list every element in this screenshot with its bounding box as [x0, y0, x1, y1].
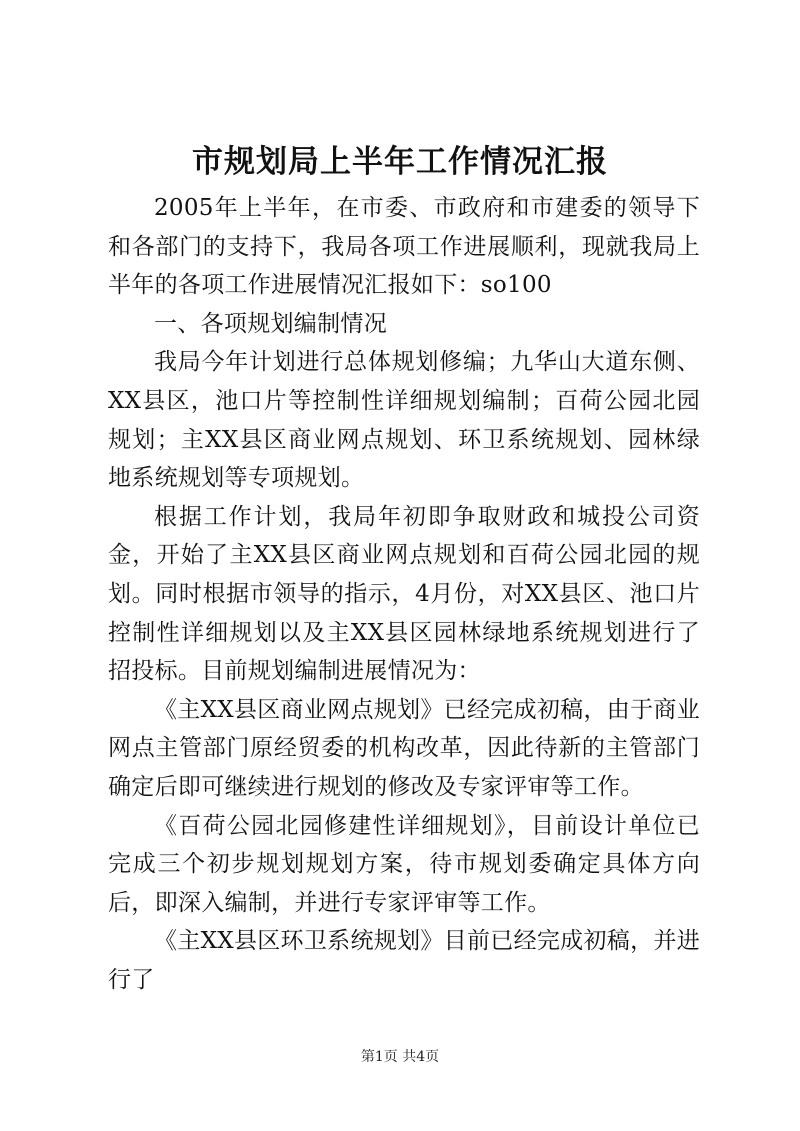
document-body [108, 189, 700, 999]
paragraph-plan-overview: 我局今年计划进行总体规划修编；九华山大道东侧、XX县区，池口片等控制性详细规划编制；百荷公园北园规划；主XX县区商业网点规划、环卫系统规划、园林绿地系统规划等专项规划。 [108, 349, 700, 492]
paragraph-baihe-park: 《百荷公园北园修建性详细规划》，目前设计单位已完成三个初步规划规划方案，待市规划委确定具体方向后，即深入编制，并进行专家评审等工作。 [108, 812, 700, 916]
document-title: 市规划局上半年工作情况汇报 [192, 144, 608, 180]
paragraph-sanitation: 《主XX县区环卫系统规划》目前已经完成初稿，并进行了 [108, 928, 700, 993]
paragraph-commercial-network: 《主XX县区商业网点规划》已经完成初稿，由于商业网点主管部门原经贸委的机构改革，因此待新的主管部门确定后即可继续进行规划的修改及专家评审等工作。 [108, 696, 700, 800]
paragraph-work-plan: 根据工作计划，我局年初即争取财政和城投公司资金，开始了主XX县区商业网点规划和百荷公园北园的规划。同时根据市领导的指示，4月份，对XX县区、池口片控制性详细规划以及主XX县区园林绿地系统规划进行了招投标。目前规划编制进展情况为： [108, 503, 700, 685]
paragraph-intro: 2005年上半年，在市委、市政府和市建委的领导下和各部门的支持下，我局各项工作进展顺利，现就我局上半年的各项工作进展情况汇报如下：so100 [108, 195, 700, 299]
section-heading-planning: 一、各项规划编制情况 [154, 310, 387, 337]
page-number-footer: 第1页 共4页 [360, 1049, 440, 1065]
